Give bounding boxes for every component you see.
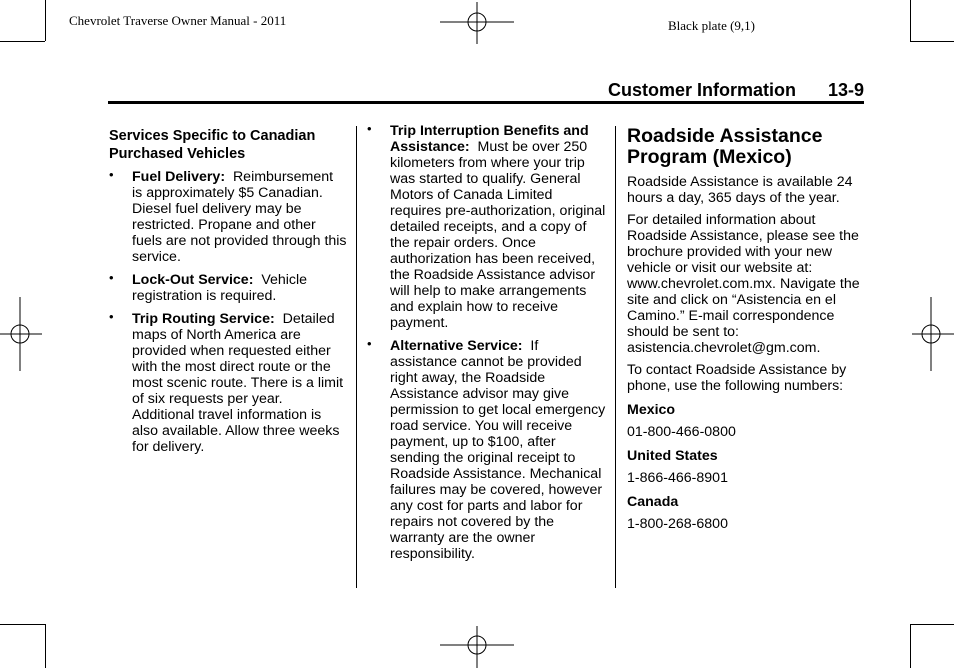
crop-mark bbox=[910, 624, 954, 625]
service-list bbox=[109, 169, 347, 455]
item-text: Detailed maps of North America are provided when requested either with the most direct route or the most scenic route. There is a limit of six requests per year. Additional travel information is also available. Allow three weeks for delivery. bbox=[132, 311, 344, 455]
item-label: Trip Routing Service: bbox=[132, 311, 275, 327]
bullet-icon: • bbox=[109, 309, 114, 324]
right-column bbox=[627, 126, 864, 540]
crop-mark bbox=[0, 41, 45, 42]
section-heading: Roadside Assistance Program (Mexico) bbox=[627, 125, 823, 168]
item-label: Lock-Out Service: bbox=[132, 272, 254, 288]
service-list bbox=[367, 123, 607, 562]
paragraph: For detailed information about Roadside Assistance, please see the brochure provided with your new vehicle or visit our website at: www.chevrolet.com.mx. Navigate the site and click on “Asistencia en el Camino.” E-mail correspondence should be sent to: asistencia.chevrolet@gm.com. bbox=[627, 212, 860, 356]
middle-column bbox=[367, 123, 607, 569]
plate-label: Black plate (9,1) bbox=[668, 18, 755, 33]
item-text: Reimbursement is approximately $5 Canadian. Diesel fuel delivery may be restricted. Propane and other fuels are not provided through this service. bbox=[132, 169, 347, 265]
registration-mark-icon bbox=[440, 624, 514, 668]
country-label: Canada bbox=[627, 494, 679, 510]
bullet-icon: • bbox=[109, 167, 114, 182]
item-text: If assistance cannot be provided right away, the Roadside Assistance advisor may give permission to get local emergency road service. You will receive payment, up to $100, after sending the original receipt to Roadside Assistance. Mechanical failures may be covered, however any cost for parts and labor for repairs not covered by the warranty are the owner responsibility. bbox=[390, 338, 606, 562]
crop-mark bbox=[45, 0, 46, 41]
page-number: 13-9 bbox=[827, 80, 864, 100]
section-heading: Services Specific to Canadian Purchased Vehicles bbox=[109, 128, 316, 162]
paragraph: Roadside Assistance is available 24 hours a day, 365 days of the year. bbox=[627, 174, 853, 206]
crop-mark bbox=[910, 0, 911, 41]
item-label: Alternative Service: bbox=[390, 338, 523, 354]
phone-number: 01-800-466-0800 bbox=[627, 424, 736, 440]
list-item bbox=[109, 272, 347, 304]
registration-mark-icon bbox=[0, 297, 44, 371]
crop-mark bbox=[0, 624, 45, 625]
section-title: Customer Information bbox=[607, 80, 796, 100]
bullet-icon: • bbox=[109, 270, 114, 285]
registration-mark-icon bbox=[910, 297, 954, 371]
list-item bbox=[109, 169, 347, 265]
country-label: Mexico bbox=[627, 402, 676, 418]
list-item bbox=[109, 311, 347, 455]
column-divider bbox=[615, 126, 616, 588]
phone-number: 1-800-268-6800 bbox=[627, 516, 728, 532]
crop-mark bbox=[910, 41, 954, 42]
crop-mark bbox=[910, 624, 911, 668]
registration-mark-icon bbox=[440, 2, 514, 46]
country-label: United States bbox=[627, 448, 718, 464]
document-title: Chevrolet Traverse Owner Manual - 2011 bbox=[69, 13, 287, 28]
item-text: Vehicle registration is required. bbox=[132, 272, 308, 304]
item-label: Trip Interruption Benefits and Assistance: bbox=[390, 123, 589, 155]
item-text: Must be over 250 kilometers from where your trip was started to qualify. General Motors of Canada Limited requires pre-authorization, original detailed receipts, and a copy of the repair orders. Once authorization has been received, the Roadside Assistance advisor will help to make arrangements and explain how to receive payment. bbox=[390, 139, 606, 331]
left-column bbox=[109, 127, 347, 462]
running-header bbox=[608, 80, 864, 101]
header-rule bbox=[108, 101, 864, 104]
list-item bbox=[367, 338, 607, 562]
crop-mark bbox=[45, 624, 46, 668]
phone-number: 1-866-466-8901 bbox=[627, 470, 728, 486]
item-label: Fuel Delivery: bbox=[132, 169, 226, 185]
bullet-icon: • bbox=[367, 336, 372, 351]
list-item bbox=[367, 123, 607, 331]
column-divider bbox=[356, 126, 357, 588]
paragraph: To contact Roadside Assistance by phone, use the following numbers: bbox=[627, 362, 847, 394]
bullet-icon: • bbox=[367, 121, 372, 136]
